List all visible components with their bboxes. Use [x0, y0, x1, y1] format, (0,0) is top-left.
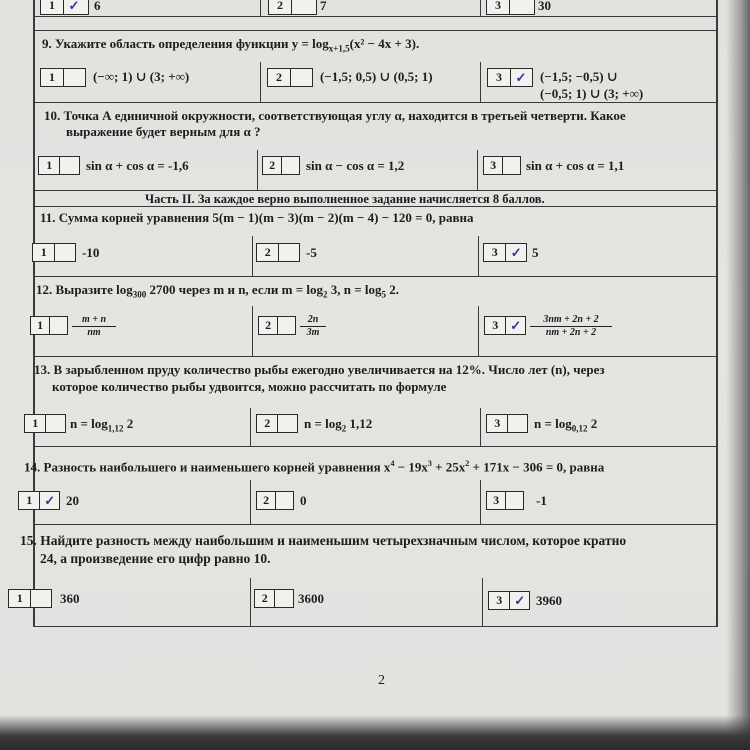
answer-box[interactable]: 3 ✓: [484, 316, 526, 335]
answer-box[interactable]: 2: [256, 491, 294, 510]
question-13: 13. В зарыбленном пруду количество рыбы ежегодно увеличивается на 12%. Число лет (n), через: [34, 362, 605, 377]
question-14: 14. Разность наибольшего и наименьшего корней уравнения $x^4 - 19x^3 + 25x^2 + 171x - 306 = 0$, равна: [24, 459, 605, 475]
answer-text: 0: [300, 493, 307, 508]
answer-box[interactable]: 2: [262, 156, 300, 175]
answer-box[interactable]: 2: [267, 68, 313, 87]
answer-text: 3960: [536, 593, 562, 608]
answer-text: -1: [536, 493, 547, 508]
paper-bottom-shadow: [0, 715, 750, 750]
divider: [33, 446, 717, 447]
answer-box[interactable]: 2: [268, 0, 317, 15]
answer-text: sin α + cos α = 1,1: [526, 158, 625, 173]
col-line: [252, 306, 253, 356]
answer-box[interactable]: 2: [258, 316, 296, 335]
answer-text: (−1,5; −0,5) ∪: [540, 69, 618, 84]
divider: [33, 626, 717, 627]
answer-text: 20: [66, 493, 79, 508]
divider: [33, 524, 717, 525]
question-15-cont: 24, а произведение его цифр равно 10.: [40, 551, 271, 566]
divider: [33, 30, 717, 31]
table-right-border: [716, 0, 718, 627]
answer-text: $n = \log_{1,12} 2$: [70, 416, 134, 434]
answer-text: -10: [82, 245, 100, 260]
col-line: [478, 306, 479, 356]
col-line: [252, 236, 253, 276]
col-line: [482, 578, 483, 626]
answer-box[interactable]: 3: [483, 156, 521, 175]
col-line: [250, 408, 251, 446]
answer-box[interactable]: 3 ✓: [483, 243, 527, 262]
question-11: 11. Сумма корней уравнения 5(m − 1)(m − 3)(m − 2)(m − 4) − 120 = 0, равна: [40, 210, 474, 225]
divider: [33, 356, 717, 357]
col-line: [260, 62, 261, 102]
col-line: [480, 408, 481, 446]
col-line: [480, 62, 481, 102]
answer-box[interactable]: 1: [24, 414, 66, 433]
answer-text: 30: [538, 0, 551, 13]
col-line: [250, 480, 251, 524]
col-line: [250, 578, 251, 626]
answer-box[interactable]: 1: [32, 243, 76, 262]
col-line: [477, 150, 478, 190]
question-15: 15. Найдите разность между наибольшим и наименьшим четырехзначным числом, которое кратно: [20, 533, 627, 548]
answer-box[interactable]: 1 ✓: [18, 491, 60, 510]
answer-text: $n = \log_2 1,12$: [304, 416, 373, 434]
answer-box[interactable]: 1: [38, 156, 80, 175]
col-line: [480, 0, 481, 16]
answer-box[interactable]: 3 ✓: [488, 591, 530, 610]
answer-text: 360: [60, 591, 80, 606]
answer-box[interactable]: 2: [256, 414, 298, 433]
paper-edge-shadow: [726, 0, 750, 750]
part-2-heading: Часть II. За каждое верно выполненное задание начисляется 8 баллов.: [145, 192, 545, 206]
col-line: [480, 480, 481, 524]
fraction: $\frac{2n}{3m}$: [300, 314, 326, 339]
answer-box[interactable]: 3: [486, 491, 524, 510]
question-13-cont: которое количество рыбы удвоится, можно рассчитать по формуле: [52, 379, 447, 394]
divider: [33, 276, 717, 277]
question-10: 10. Точка А единичной окружности, соответствующая углу α, находится в третьей четверти. Какое: [44, 108, 626, 123]
answer-text: (−1,5; 0,5) ∪ (0,5; 1): [320, 69, 433, 84]
divider: [33, 102, 717, 103]
col-line: [260, 0, 261, 16]
fraction: $\frac{3nm + 2n + 2}{nm + 2n + 2}$: [530, 314, 612, 339]
answer-text: $n = \log_{0,12} 2$: [534, 416, 598, 434]
answer-box[interactable]: 1: [40, 68, 86, 87]
answer-text: sin α − cos α = 1,2: [306, 158, 405, 173]
answer-text: 6: [94, 0, 101, 13]
divider: [33, 16, 717, 17]
question-10-cont: выражение будет верным для α ?: [66, 124, 261, 139]
question-12: 12. Выразите $\log_{300} 2700$ через m и n, если $m = \log_2 3$, $n = \log_5 2$.: [36, 282, 400, 300]
divider: [33, 190, 717, 191]
answer-text: -5: [306, 245, 317, 260]
answer-box[interactable]: 2: [254, 589, 294, 608]
answer-text: 7: [320, 0, 327, 13]
answer-box[interactable]: 3: [486, 414, 528, 433]
answer-text: 5: [532, 245, 539, 260]
fraction: $\frac{m + n}{nm}$: [72, 314, 116, 339]
answer-text: sin α + cos α = -1,6: [86, 158, 189, 173]
answer-box[interactable]: 2: [256, 243, 300, 262]
answer-box[interactable]: 3 ✓: [487, 68, 533, 87]
answer-box[interactable]: 1: [30, 316, 68, 335]
answer-text: (−∞; 1) ∪ (3; +∞): [93, 69, 190, 84]
col-line: [478, 236, 479, 276]
question-9: 9. Укажите область определения функции $y = \log_{x+1,5}(x^2 - 4x + 3)$.: [42, 36, 420, 54]
answer-text: (−0,5; 1) ∪ (3; +∞): [540, 86, 644, 101]
answer-box[interactable]: 3: [486, 0, 535, 15]
answer-text: 3600: [298, 591, 324, 606]
col-line: [257, 150, 258, 190]
answer-box[interactable]: 1: [8, 589, 52, 608]
page-number: 2: [378, 673, 385, 688]
answer-box[interactable]: 1 ✓: [40, 0, 89, 15]
